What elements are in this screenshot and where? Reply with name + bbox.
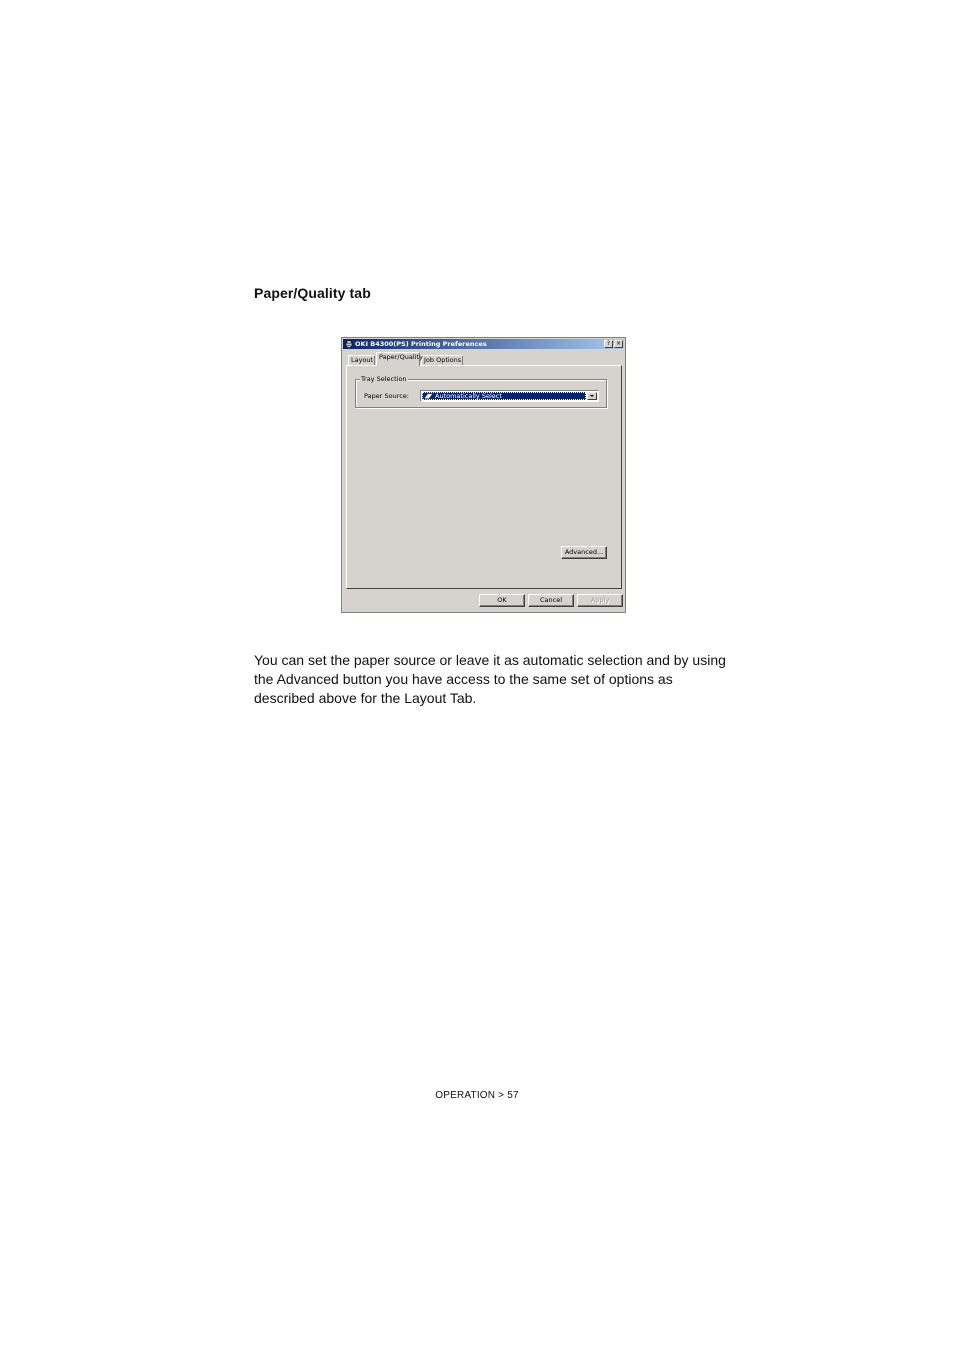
ok-button[interactable]: OK [479, 594, 525, 607]
tray-selection-title: Tray Selection [361, 375, 407, 383]
tab-layout[interactable]: Layout [348, 355, 375, 365]
tray-selection-group [355, 375, 607, 408]
section-heading: Paper/Quality tab [254, 285, 371, 301]
dialog-title: OKI B4300(PS) Printing Preferences [355, 340, 487, 348]
dialog-titlebar[interactable] [343, 339, 624, 349]
help-button[interactable]: ? [604, 340, 613, 348]
tab-job-options[interactable]: Job Options [421, 355, 463, 365]
tray-icon [424, 392, 433, 400]
cancel-button[interactable]: Cancel [528, 594, 574, 607]
chevron-down-icon[interactable] [587, 392, 597, 400]
paper-source-value: Automatically Select [435, 392, 502, 400]
printer-icon [345, 340, 353, 348]
printing-preferences-dialog [341, 337, 626, 613]
advanced-button[interactable]: Advanced... [561, 546, 607, 559]
tab-paper-quality[interactable]: Paper/Quality [376, 352, 420, 366]
description-paragraph: You can set the paper source or leave it as automatic selection and by using the Advanced button you have access to the same set of options as described above for the Layout Tab. [254, 652, 726, 706]
close-button[interactable]: × [615, 340, 622, 347]
paper-source-select[interactable] [420, 390, 599, 402]
paper-source-selected [422, 392, 586, 400]
apply-button[interactable]: Apply [577, 594, 623, 607]
page-footer: OPERATION > 57 [435, 1090, 519, 1101]
paper-quality-panel [346, 365, 622, 589]
paper-source-label: Paper Source: [364, 392, 409, 400]
